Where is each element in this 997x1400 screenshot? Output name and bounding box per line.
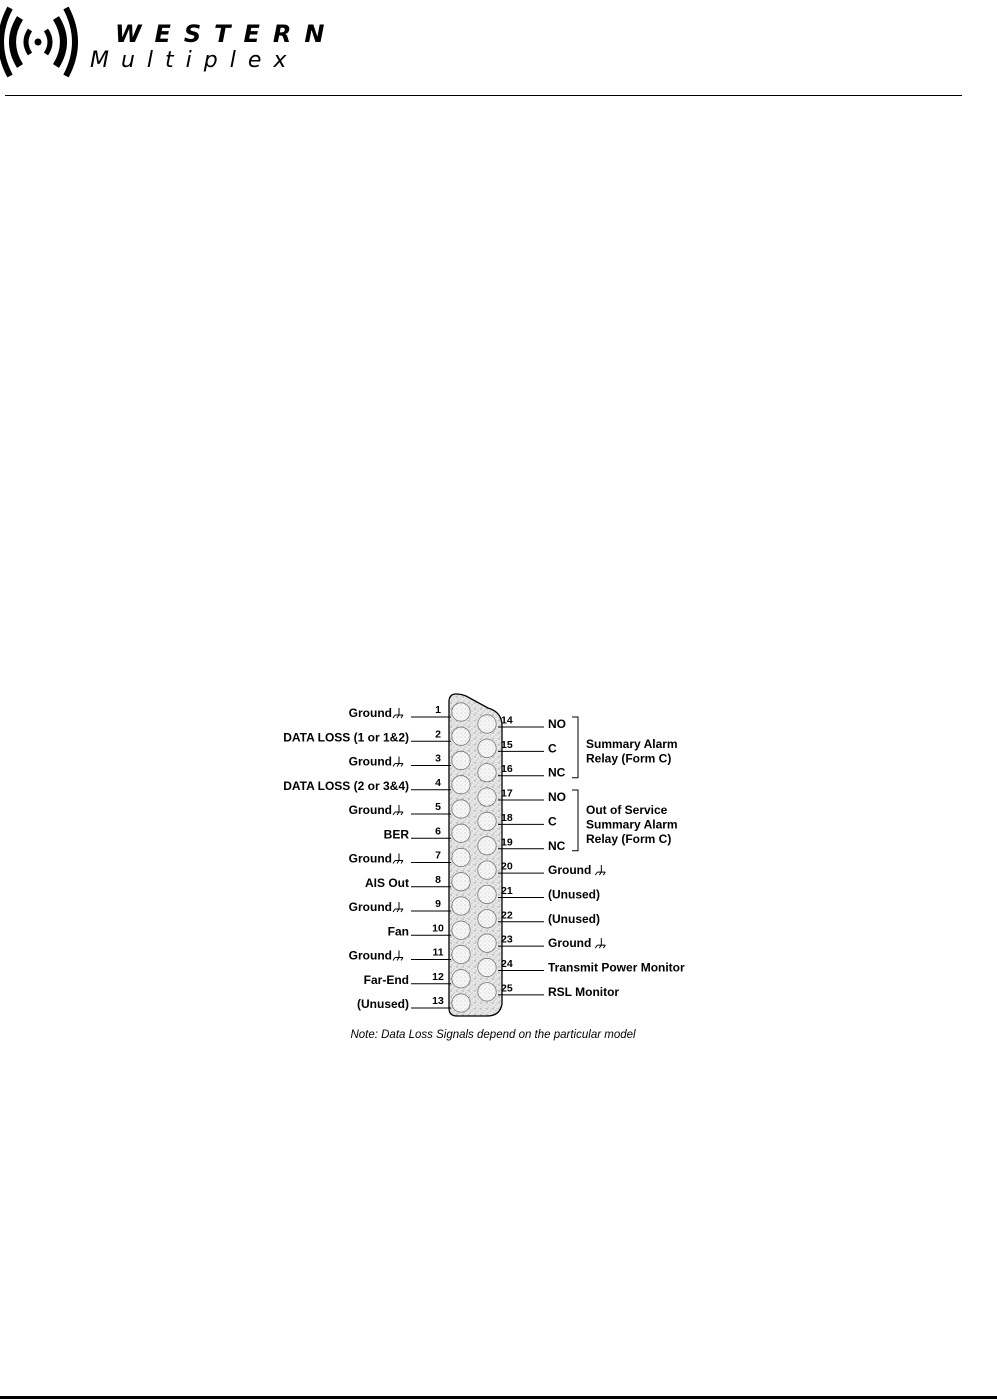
pin-label-22: (Unused) xyxy=(548,911,600,926)
pin-label-10: Fan xyxy=(387,924,409,939)
pin-number-4: 4 xyxy=(435,776,441,789)
ground-symbol-icon xyxy=(393,708,403,718)
pin-label-23: Ground xyxy=(548,936,592,951)
pin-number-19: 19 xyxy=(501,836,513,849)
pin-label-5: Ground xyxy=(348,803,392,817)
pin-label-12: Far-End xyxy=(363,972,409,987)
logo-text-multiplex: Multiplex xyxy=(90,48,299,73)
pin-label-15: C xyxy=(548,741,557,756)
pin-label-25: RSL Monitor xyxy=(548,984,620,999)
pin-number-24: 24 xyxy=(501,958,513,970)
pin-hole-19 xyxy=(478,837,496,855)
pin-label-16: NC xyxy=(548,765,566,780)
pin-hole-24 xyxy=(478,958,496,976)
relay-group-bracket xyxy=(572,790,578,851)
pin-hole-6 xyxy=(452,824,470,842)
pin-hole-2 xyxy=(452,727,470,745)
pin-number-17: 17 xyxy=(501,787,513,800)
pin-number-16: 16 xyxy=(501,763,513,776)
pin-number-6: 6 xyxy=(435,825,441,838)
pin-number-9: 9 xyxy=(435,898,441,910)
pin-number-25: 25 xyxy=(501,982,513,995)
pin-label-3: Ground xyxy=(348,754,392,769)
pin-label-24: Transmit Power Monitor xyxy=(548,960,685,975)
pin-hole-20 xyxy=(478,861,496,879)
pin-hole-10 xyxy=(452,921,470,939)
relay-group-caption: Out of Service xyxy=(586,803,668,817)
pin-label-19: NC xyxy=(548,838,566,853)
pin-hole-18 xyxy=(478,812,496,830)
pin-label-20: Ground xyxy=(548,863,592,878)
relay-group-caption: Summary Alarm xyxy=(586,817,678,832)
pin-number-23: 23 xyxy=(501,933,513,946)
pin-label-9: Ground xyxy=(348,900,392,914)
pin-label-1: Ground xyxy=(348,706,392,720)
pin-hole-14 xyxy=(478,715,496,733)
pin-hole-23 xyxy=(478,934,496,952)
pin-number-2: 2 xyxy=(435,728,441,741)
pin-number-15: 15 xyxy=(501,738,513,751)
pin-label-8: AIS Out xyxy=(365,875,409,890)
pin-number-3: 3 xyxy=(435,752,441,765)
pin-hole-17 xyxy=(478,788,496,806)
pin-label-4: DATA LOSS (2 or 3&4) xyxy=(283,778,409,793)
logo-text-western: WESTERN xyxy=(115,20,338,48)
pin-hole-12 xyxy=(452,970,470,988)
pin-label-11: Ground xyxy=(348,948,392,963)
pin-hole-8 xyxy=(452,873,470,891)
pin-hole-3 xyxy=(452,751,470,769)
pin-number-18: 18 xyxy=(501,811,513,824)
ground-symbol-icon xyxy=(595,865,605,875)
ground-symbol-icon xyxy=(393,951,403,961)
pin-hole-22 xyxy=(478,910,496,928)
pin-number-13: 13 xyxy=(432,995,444,1007)
pin-hole-11 xyxy=(452,945,470,963)
relay-group-bracket xyxy=(572,717,578,778)
ground-symbol-icon xyxy=(393,805,403,815)
footnote: Note: Data Loss Signals depend on the particular model xyxy=(350,1029,636,1041)
pin-number-8: 8 xyxy=(435,873,441,886)
pin-number-21: 21 xyxy=(501,884,513,897)
pin-hole-7 xyxy=(452,848,470,866)
pin-label-7: Ground xyxy=(348,851,392,866)
pin-number-22: 22 xyxy=(501,909,513,922)
pin-hole-9 xyxy=(452,897,470,915)
pin-hole-5 xyxy=(452,800,470,818)
pin-hole-16 xyxy=(478,764,496,782)
ground-symbol-icon xyxy=(393,902,403,912)
pin-label-14: NO xyxy=(548,717,566,731)
pin-number-7: 7 xyxy=(435,849,441,862)
pin-number-10: 10 xyxy=(432,922,444,935)
pin-label-2: DATA LOSS (1 or 1&2) xyxy=(283,730,409,745)
relay-group-caption: Relay (Form C) xyxy=(586,832,672,846)
pin-hole-25 xyxy=(478,983,496,1001)
pin-hole-1 xyxy=(452,703,470,721)
pin-hole-15 xyxy=(478,739,496,757)
pin-label-18: C xyxy=(548,814,557,829)
ground-symbol-icon xyxy=(393,854,403,864)
pin-hole-4 xyxy=(452,776,470,794)
relay-group-caption: Relay (Form C) xyxy=(586,751,672,766)
footer-divider xyxy=(0,1396,997,1399)
pin-number-20: 20 xyxy=(501,860,513,873)
pin-number-12: 12 xyxy=(432,970,444,983)
pin-label-21: (Unused) xyxy=(548,887,600,902)
pin-number-1: 1 xyxy=(435,704,441,716)
pin-label-17: NO xyxy=(548,790,566,805)
pin-number-5: 5 xyxy=(435,801,441,813)
ground-symbol-icon xyxy=(393,757,403,767)
pin-hole-21 xyxy=(478,885,496,903)
pin-label-13: (Unused) xyxy=(357,997,409,1011)
ground-symbol-icon xyxy=(595,938,605,948)
pin-number-11: 11 xyxy=(432,946,444,959)
pin-hole-13 xyxy=(452,994,470,1012)
relay-group-caption: Summary Alarm xyxy=(586,737,678,751)
pin-label-6: BER xyxy=(383,827,409,842)
pin-number-14: 14 xyxy=(501,714,513,727)
